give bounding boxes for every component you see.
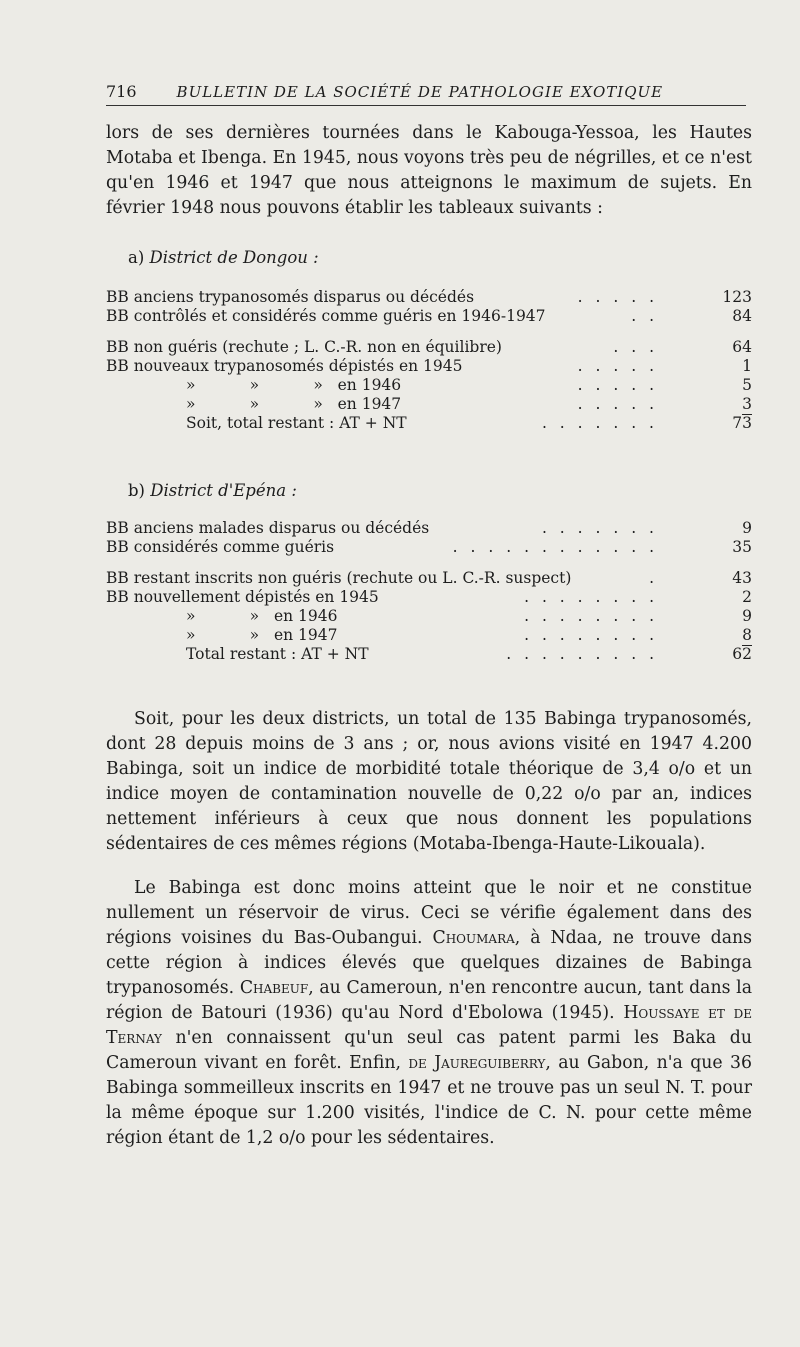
row-leader-dots: . . . . . . . (541, 519, 658, 537)
row-label: BB nouvellement dépistés en 1945 (106, 588, 379, 606)
row-value: 8 (742, 626, 752, 644)
table-row (106, 395, 752, 414)
section-a-title: District de Dongou : (149, 248, 319, 267)
section-a-heading (128, 248, 319, 267)
row-label: Total restant : AT + NT (186, 645, 369, 663)
author-name: Chabeuf (239, 978, 309, 998)
paragraph-3 (106, 876, 752, 1151)
author-name: Houssaye et de Ternay (106, 1003, 753, 1048)
row-label: BB anciens malades disparus ou décédés (106, 519, 430, 537)
row-leader-dots: . . . . . (577, 288, 658, 306)
row-value: 84 (732, 307, 752, 325)
row-value: 43 (732, 569, 752, 587)
table-row (106, 376, 752, 395)
row-leader-dots: . . . . . . . . (524, 588, 658, 606)
row-value: 9 (742, 607, 752, 625)
section-b-table (106, 519, 752, 664)
row-value: 62 (732, 645, 752, 663)
table-row (106, 519, 752, 538)
row-value: 9 (742, 519, 752, 537)
row-label: BB contrôlés et considérés comme guéris en 1946-1947 (106, 307, 546, 325)
table-row (106, 626, 752, 645)
row-label: BB anciens trypanosomés disparus ou décédés (106, 288, 475, 306)
row-leader-dots: . . . . . (577, 376, 658, 394)
paragraph-3-part2: , à Ndaa, ne trouve dans cette région à indices élevés que quelques dizaines de Babinga trypanosomés. (106, 928, 753, 998)
page-number: 716 (106, 82, 137, 101)
section-a-table (106, 288, 752, 433)
paragraph-2: Soit, pour les deux districts, un total de 135 Babinga trypanosomés, dont 28 depuis moins de 3 ans ; or, nous avions visité en 1947 4.200 Babinga, soit un indice de morbidité totale théorique de 3,4 o/o et un indice moyen de contamination nouvelle de 0,22 o/o par an, indices nettement inférieurs à ceux que nous donnent les populations sédentaires de ces mêmes régions (Motaba-Ibenga-Haute-Likouala). (106, 709, 752, 854)
row-leader-dots: . . . . . . . (541, 414, 658, 432)
row-label: BB restant inscrits non guéris (rechute ou L. C.-R. suspect) (106, 569, 572, 587)
row-value: 2 (742, 588, 752, 606)
row-label: » » en 1946 (186, 607, 338, 625)
table-row (106, 357, 752, 376)
row-leader-dots: . . . . . . . . (524, 607, 658, 625)
row-label: » » » en 1946 (186, 376, 402, 394)
row-leader-dots: . (649, 569, 658, 587)
section-b-heading (128, 481, 297, 500)
journal-title: BULLETIN DE LA SOCIÉTÉ DE PATHOLOGIE EXOTIQUE (176, 83, 664, 101)
row-leader-dots: . . . (613, 338, 658, 356)
row-leader-dots: . . (631, 307, 658, 325)
row-value: 73 (732, 414, 752, 432)
table-row (106, 588, 752, 607)
table-row (106, 307, 752, 326)
row-value: 3 (742, 395, 752, 413)
table-row-total (106, 414, 752, 433)
row-label: BB considérés comme guéris (106, 538, 335, 556)
running-header (106, 78, 746, 106)
row-leader-dots: . . . . . . . . (524, 626, 658, 644)
row-label: BB non guéris (rechute ; L. C.-R. non en équilibre) (106, 338, 502, 356)
table-row (106, 288, 752, 307)
paragraph-3-part3: , au Cameroun, n'en rencontre aucun, tant dans la région de Batouri (1936) qu'au Nord d'Ebolowa (1945). (106, 978, 752, 1023)
table-row (106, 569, 752, 588)
row-leader-dots: . . . . . (577, 357, 658, 375)
row-value: 64 (732, 338, 752, 356)
row-leader-dots: . . . . . (577, 395, 658, 413)
row-value: 35 (732, 538, 752, 556)
table-row-total (106, 645, 752, 664)
author-name: Choumara (432, 928, 515, 948)
table-row (106, 338, 752, 357)
paragraph-3-part5: , au Gabon, n'a que 36 Babinga sommeilleux inscrits en 1947 et ne trouve pas un seul N. T. pour la même époque sur 1.200 visités, l'indice de C. N. pour cette même région étant de 1,2 o/o pour les sédentaires. (106, 1053, 752, 1148)
section-b-title: District d'Epéna : (150, 481, 297, 500)
row-label: BB nouveaux trypanosomés dépistés en 1945 (106, 357, 463, 375)
row-label: » » en 1947 (186, 626, 338, 644)
row-label: » » » en 1947 (186, 395, 402, 413)
table-row (106, 538, 752, 557)
row-value: 5 (742, 376, 752, 394)
row-value: 123 (722, 288, 752, 306)
section-a-prefix: a) (128, 248, 145, 267)
section-b-prefix: b) (128, 481, 145, 500)
intro-paragraph: lors de ses dernières tournées dans le Kabouga-Yessoa, les Hautes Motaba et Ibenga. En 1945, nous voyons très peu de négrilles, et ce n'est qu'en 1946 et 1947 que nous atteignons le maximum de sujets. En février 1948 nous pouvons établir les tableaux suivants : (106, 123, 752, 218)
author-name: de Jaureguiberry (408, 1053, 546, 1073)
table-row (106, 607, 752, 626)
row-value: 1 (742, 357, 752, 375)
paragraph-3-part4: n'en connaissent qu'un seul cas patent parmi les Baka du Cameroun vivant en forêt. Enfin, (106, 1028, 752, 1073)
row-leader-dots: . . . . . . . . . . . . (452, 538, 658, 556)
paragraph-3-part1: Le Babinga est donc moins atteint que le noir et ne constitue nullement un réservoir de virus. Ceci se vérifie également dans des régions voisines du Bas-Oubangui. (106, 878, 752, 948)
row-label: Soit, total restant : AT + NT (186, 414, 407, 432)
row-leader-dots: . . . . . . . . . (506, 645, 658, 663)
